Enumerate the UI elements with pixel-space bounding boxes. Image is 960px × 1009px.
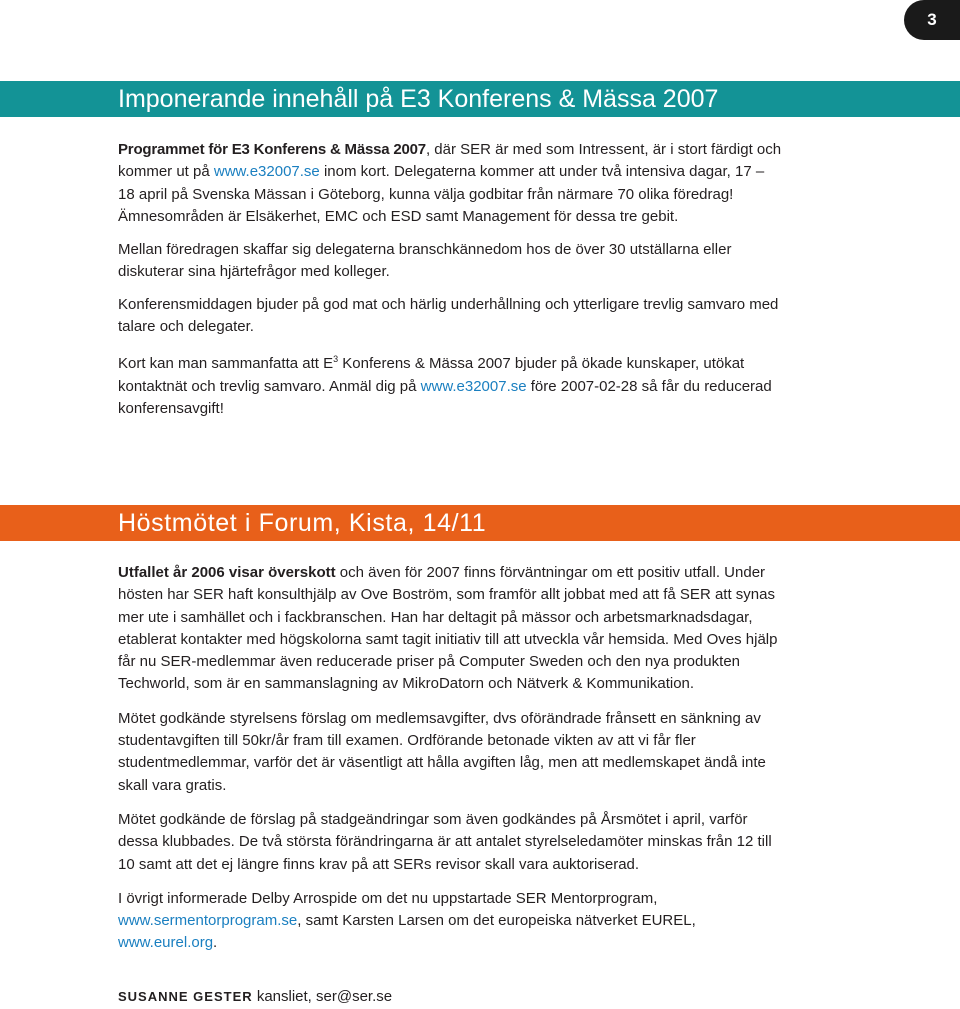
author-role: kansliet, ser@ser.se xyxy=(256,988,393,1005)
link-sermentorprogram[interactable]: www.sermentorprogram.se xyxy=(118,912,298,930)
paragraph: Mellan föredragen skaffar sig delegaterna branschkännedom hos de över 30 utställarna eller diskuterar sina hjärtefrågor med kolleger. xyxy=(118,241,732,281)
text-run: och även för 2007 finns förväntningar om ett positiv utfall. Under hösten har SER haft konsulthjälp av Ove Boström, som framför allt jobbat med att få SER att synas mer ute i samhället och i fackbranschen. Han har deltagit på mässor och arbetsmarknadsdagar, etablerat kontakter med högskolorna samt tagit initiativ till att utveckla vår hemsida. Med Oves hjälp får nu SER-medlemmar även reducerade priser på Computer Sweden och den nya produkten Techworld, som är en sammanslagning av MikroDatorn och Nätverk & Kommunikation. xyxy=(118,564,778,693)
text-run: Kort kan man sammanfatta att E xyxy=(118,355,334,373)
paragraph xyxy=(118,888,782,955)
text-run: Konferens & Mässa 2007 bjuder på ökade kunskaper, utökat kontaktnät och trevlig samvaro. Anmäl dig på xyxy=(118,355,745,395)
superscript: 3 xyxy=(333,354,339,365)
link-e32007[interactable]: www.e32007.se xyxy=(213,163,320,181)
lead-text: Programmet för E3 Konferens & Mässa 2007 xyxy=(118,141,426,158)
section-title: Höstmötet i Forum, Kista, 14/11 xyxy=(118,508,487,537)
text-run: , där SER är med som Intressent, är i stort färdigt och kommer ut på xyxy=(118,141,782,181)
paragraph xyxy=(118,562,782,696)
text-run: inom kort. Delegaterna kommer att under två intensiva dagar, 17 – 18 april på Svenska Mässan i Göteborg, kunna välja godbitar från närmare 70 olika föredrag! Ämnesområden är Elsäkerhet, EMC och ESD samt Management för dessa tre gebit. xyxy=(118,163,765,225)
section-heading-hostmotet xyxy=(0,505,960,541)
paragraph xyxy=(118,139,782,228)
paragraph: Mötet godkände de förslag på stadgeändringar som även godkändes på Årsmötet i april, varför dessa klubbades. De två största förändringarna är att antalet styrelseledamöter minskas från 12 till 10 samt att det ej längre finns krav på att SERs revisor skall vara auktoriserad. xyxy=(118,810,772,873)
section-title: Imponerande innehåll på E3 Konferens & Mässa 2007 xyxy=(118,84,719,113)
author-name: SUSANNE GESTER xyxy=(118,989,253,1004)
page-number-badge: 3 xyxy=(904,0,960,40)
link-eurel[interactable]: www.eurel.org xyxy=(118,934,214,952)
author-signature xyxy=(118,988,392,1005)
text-run: , samt Karsten Larsen om det europeiska nätverket EUREL, xyxy=(297,912,696,930)
hostmotet-article xyxy=(118,562,782,955)
lead-text: Utfallet år 2006 visar överskott xyxy=(118,564,336,581)
text-run: I övrigt informerade Delby Arrospide om det nu uppstartade SER Mentorprogram, xyxy=(118,889,658,907)
section-heading-e3 xyxy=(0,81,960,117)
text-run: . xyxy=(213,934,218,952)
text-run: före 2007-02-28 så får du reducerad konferensavgift! xyxy=(118,377,772,417)
link-e32007[interactable]: www.e32007.se xyxy=(420,377,527,395)
e3-article xyxy=(118,139,782,420)
paragraph xyxy=(118,348,782,420)
paragraph: Mötet godkände styrelsens förslag om medlemsavgifter, dvs oförändrade frånsett en sänkning av studentavgiften till 50kr/år fram till examen. Ordförande betonade vikten av att vi får fler studentmedlemmar, varför det är väsentligt att hålla avgiften låg, men att medlemskapet ändå inte skall vara gratis. xyxy=(118,709,766,794)
paragraph: Konferensmiddagen bjuder på god mat och härlig underhållning och ytterligare trevlig samvaro med talare och delegater. xyxy=(118,295,779,336)
